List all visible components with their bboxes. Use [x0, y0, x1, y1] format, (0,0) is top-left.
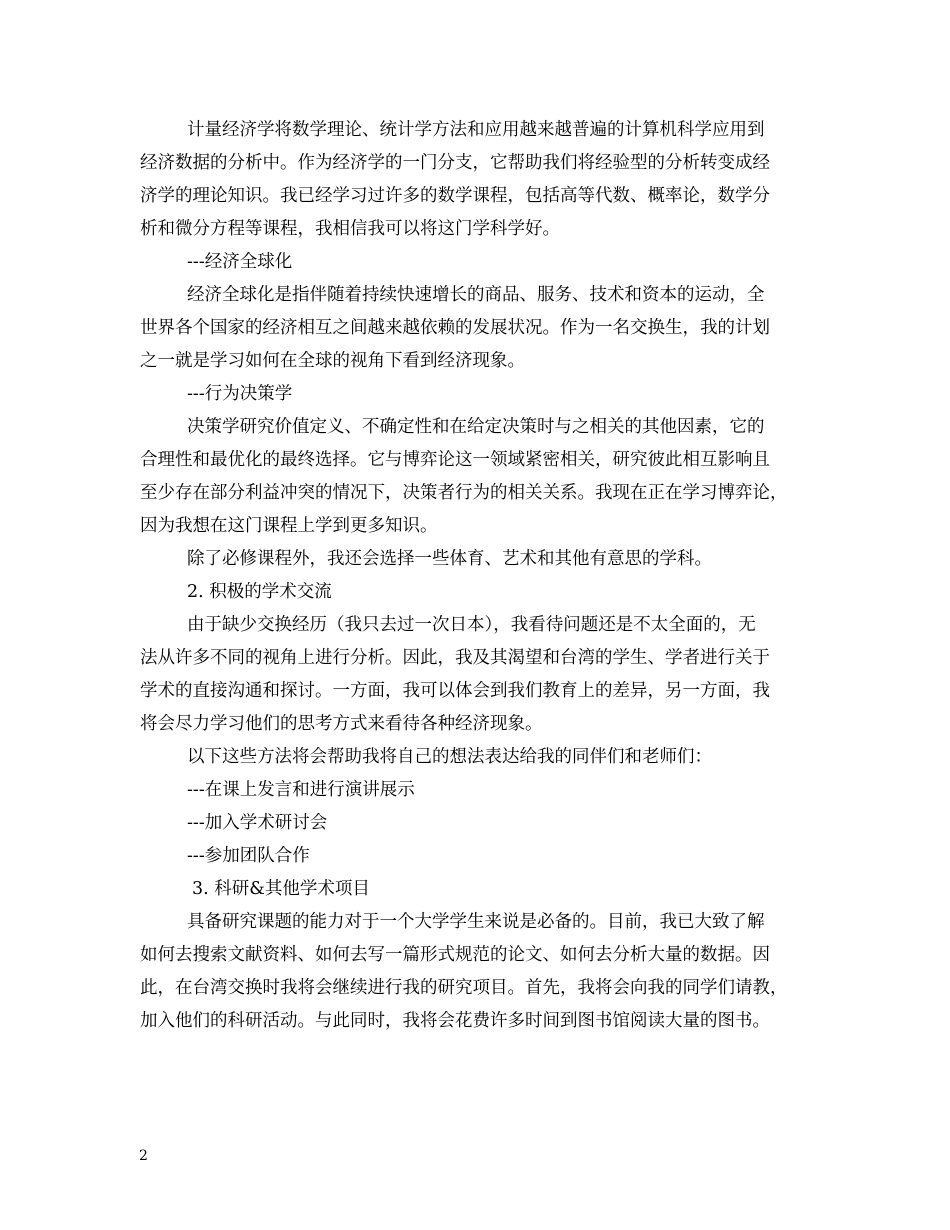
- paragraph-line: 法从许多不同的视角上进行分析。因此，我及其渴望和台湾的学生、学者进行关于: [140, 648, 770, 668]
- paragraph-line: 由于缺少交换经历（我只去过一次日本），我看待问题还是不太全面的，无: [187, 615, 756, 635]
- section-heading: ---行为决策学: [187, 384, 293, 404]
- list-item: ---参加团队合作: [187, 846, 310, 866]
- paragraph-line: 学术的直接沟通和探讨。一方面，我可以体会到我们教育上的差异，另一方面，我: [140, 681, 770, 701]
- paragraph-line: 加入他们的科研活动。与此同时，我将会花费许多时间到图书馆阅读大量的图书。: [140, 1011, 770, 1031]
- page-number: 2: [139, 1148, 148, 1164]
- paragraph-line: 至少存在部分利益冲突的情况下，决策者行为的相关关系。我现在正在学习博弈论，: [140, 483, 788, 503]
- paragraph-line: 经济全球化是指伴随着持续快速增长的商品、服务、技术和资本的运动，全: [187, 285, 765, 305]
- paragraph-line: 除了必修课程外，我还会选择一些体育、艺术和其他有意思的学科。: [187, 549, 712, 569]
- list-item: ---在课上发言和进行演讲展示: [187, 780, 415, 800]
- list-item: ---加入学术研讨会: [187, 813, 328, 833]
- paragraph-line: 具备研究课题的能力对于一个大学学生来说是必备的。目前，我已大致了解: [187, 912, 765, 932]
- paragraph-line: 将会尽力学习他们的思考方式来看待各种经济现象。: [140, 714, 543, 734]
- section-heading: 2. 积极的学术交流: [187, 582, 332, 602]
- paragraph-line: 之一就是学习如何在全球的视角下看到经济现象。: [140, 351, 525, 371]
- section-heading: ---经济全球化: [187, 252, 293, 272]
- paragraph-line: 经济数据的分析中。作为经济学的一门分支，它帮助我们将经验型的分析转变成经: [140, 153, 770, 173]
- paragraph-line: 世界各个国家的经济相互之间越来越依赖的发展状况。作为一名交换生，我的计划: [140, 318, 770, 338]
- paragraph-line: 济学的理论知识。我已经学习过许多的数学课程，包括高等代数、概率论，数学分: [140, 186, 770, 206]
- paragraph-line: 合理性和最优化的最终选择。它与博弈论这一领域紧密相关，研究彼此相互影响且: [140, 450, 770, 470]
- paragraph-line: 此，在台湾交换时我将会继续进行我的研究项目。首先，我将会向我的同学们请教，: [140, 978, 788, 998]
- paragraph-line: 以下这些方法将会帮助我将自己的想法表达给我的同伴们和老师们：: [187, 747, 712, 767]
- paragraph-line: 计量经济学将数学理论、统计学方法和应用越来越普遍的计算机科学应用到: [187, 120, 765, 140]
- paragraph-line: 析和微分方程等课程，我相信我可以将这门学科学好。: [140, 219, 560, 239]
- section-heading: 3. 科研&其他学术项目: [192, 879, 370, 899]
- paragraph-line: 如何去搜索文献资料、如何去写一篇形式规范的论文、如何去分析大量的数据。因: [140, 945, 770, 965]
- paragraph-line: 决策学研究价值定义、不确定性和在给定决策时与之相关的其他因素，它的: [187, 417, 765, 437]
- paragraph-line: 因为我想在这门课程上学到更多知识。: [140, 516, 438, 536]
